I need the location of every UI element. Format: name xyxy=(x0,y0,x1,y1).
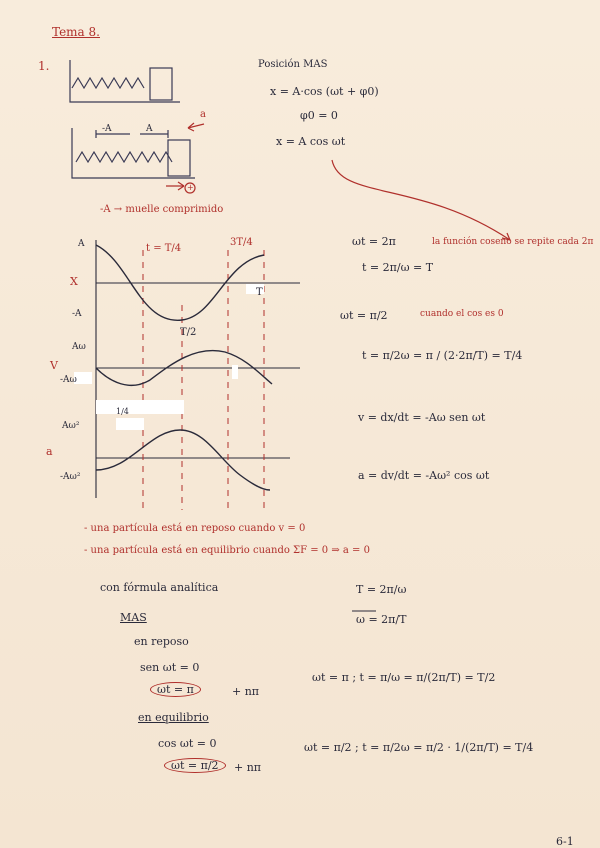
x-tick-top: A xyxy=(78,239,85,249)
row-label-a: a xyxy=(46,445,53,458)
rest-title: en reposo xyxy=(134,635,189,648)
eq-wt-half-pi: ωt = π/2 xyxy=(340,309,388,322)
page-number: 6-1 xyxy=(556,835,574,848)
spring-diagram-2 xyxy=(72,128,195,178)
arrow-a-label: a xyxy=(200,109,206,120)
spring-label-minus-a: -A xyxy=(102,124,112,134)
item-number: 1. xyxy=(38,59,50,73)
compressed-note: -A → muelle comprimido xyxy=(100,204,224,215)
eq-t-quarter: t = π/2ω = π / (2·2π/T) = T/4 xyxy=(362,349,523,362)
time-label-t1: t = T/4 xyxy=(146,243,182,254)
eq-phase: φ0 = 0 xyxy=(300,109,338,122)
time-label-t3: 3T/4 xyxy=(230,237,253,248)
eq-simple: x = A cos ωt xyxy=(276,135,346,148)
red-pointer-arrow xyxy=(332,160,510,240)
v-tick-bottom: -Aω xyxy=(60,375,77,385)
eq-velocity: v = dx/dt = -Aω sen ωt xyxy=(358,411,486,424)
position-title: Posición MAS xyxy=(258,59,328,70)
eq-wt-half-pi-note: cuando el cos es 0 xyxy=(420,309,504,319)
spring-diagram-1 xyxy=(70,60,180,102)
eq-w: ω = 2π/T xyxy=(356,613,407,626)
v-tick-top: Aω xyxy=(72,342,86,352)
a-tick-top: Aω² xyxy=(62,421,80,431)
analytic-title: con fórmula analítica xyxy=(100,581,219,594)
equilibrium-eq1: cos ωt = 0 xyxy=(158,737,217,750)
page-title: Tema 8. xyxy=(52,25,100,39)
eq-t-period: t = 2π/ω = T xyxy=(362,261,434,274)
rest-eq2-tail: + nπ xyxy=(232,685,260,698)
equilibrium-eq2: ωt = π/2 xyxy=(164,758,226,773)
note-rest: - una partícula está en reposo cuando v = 0 xyxy=(84,523,306,534)
rest-result: ωt = π ; t = π/ω = π/(2π/T) = T/2 xyxy=(312,671,496,684)
time-markers xyxy=(143,250,264,510)
row-label-v: V xyxy=(50,359,58,372)
x-tick-bottom: -A xyxy=(72,309,82,319)
spring-label-a: A xyxy=(146,124,153,134)
eq-T: T = 2π/ω xyxy=(356,583,407,596)
acceleration-curve xyxy=(96,430,270,490)
equilibrium-result: ωt = π/2 ; t = π/2ω = π/2 · 1/(2π/T) = T/4 xyxy=(304,741,534,754)
eq-wt-2pi: ωt = 2π xyxy=(352,235,396,248)
arrow-plus-label: + xyxy=(187,183,194,192)
equilibrium-title: en equilibrio xyxy=(138,711,209,724)
time-label-t4: T xyxy=(256,287,263,298)
eq-position: x = A·cos (ωt + φ0) xyxy=(270,85,379,98)
eq-wt-2pi-note: la función coseno se repite cada 2π xyxy=(432,237,594,247)
mas-heading: MAS xyxy=(120,611,147,624)
smudge-text: 1/4 xyxy=(116,407,129,416)
time-label-t2: T/2 xyxy=(180,327,197,338)
rest-eq2: ωt = π xyxy=(150,682,201,697)
row-label-x: X xyxy=(70,275,78,288)
equilibrium-eq2-tail: + nπ xyxy=(234,761,262,774)
rest-eq1: sen ωt = 0 xyxy=(140,661,200,674)
a-tick-bottom: -Aω² xyxy=(60,472,81,482)
eq-acceleration: a = dv/dt = -Aω² cos ωt xyxy=(358,469,490,482)
note-equilibrium: - una partícula está en equilibrio cuando ΣF = 0 ⇒ a = 0 xyxy=(84,545,370,556)
